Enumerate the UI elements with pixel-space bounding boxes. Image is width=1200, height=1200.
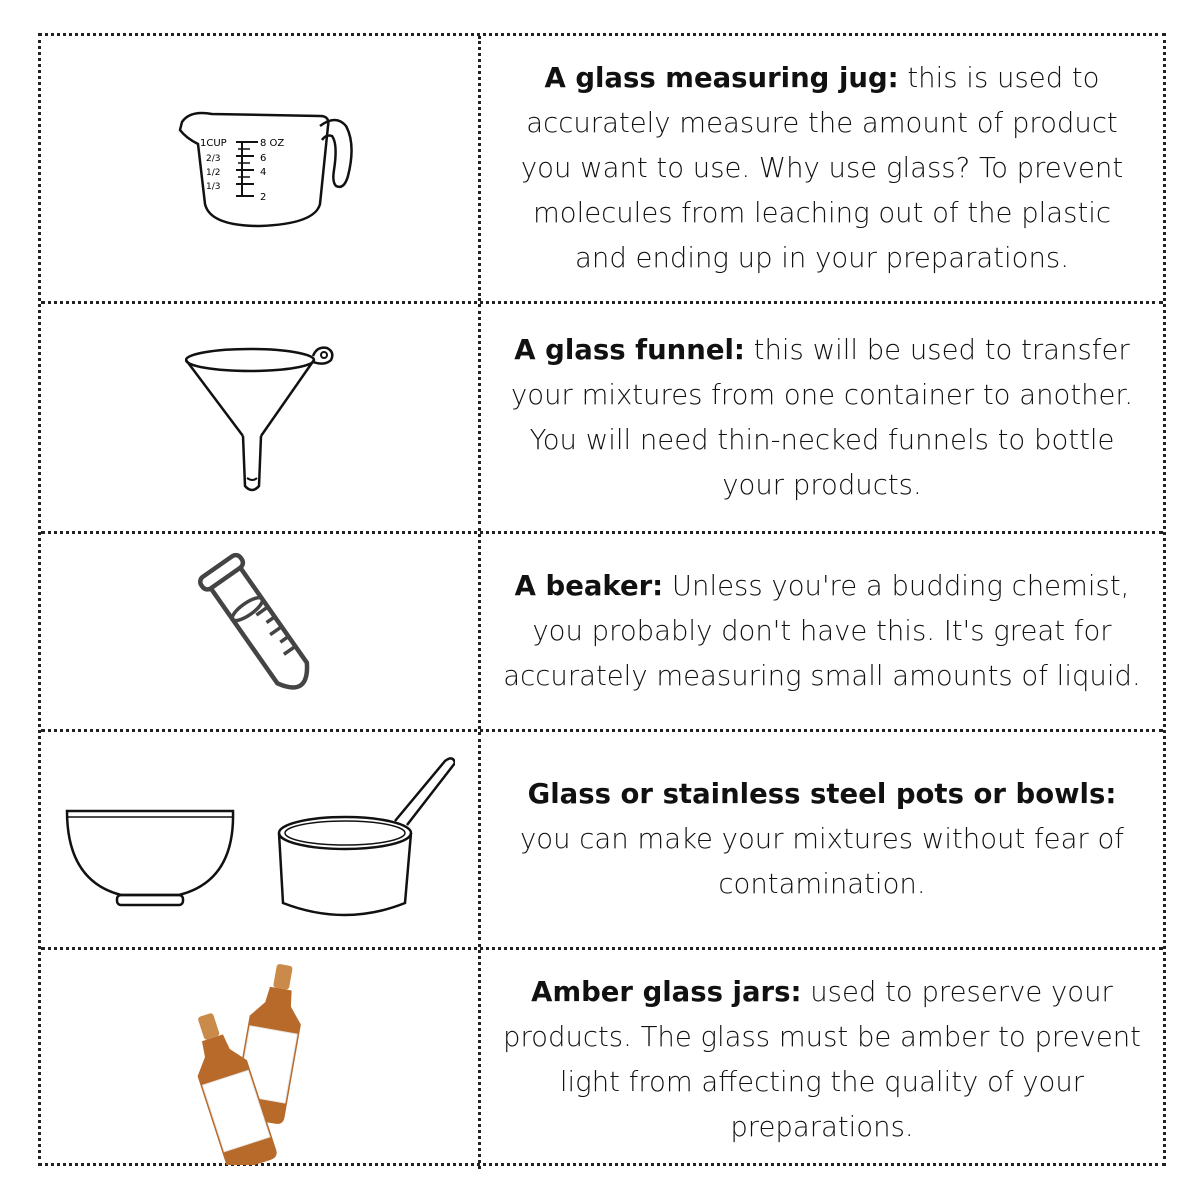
table-row	[41, 301, 1163, 531]
funnel-icon	[185, 338, 335, 498]
description-cell	[481, 36, 1163, 301]
image-cell	[41, 304, 481, 531]
jug-label: 1/2	[205, 167, 220, 178]
description-cell	[481, 950, 1163, 1169]
item-description	[503, 564, 1141, 699]
item-text: this is used to accurately measure the amount of product you want to use. Why use glass? To prevent molecules from leaching out of the plastic and ending up in your preparations.	[520, 62, 1124, 274]
item-title: A glass funnel:	[514, 333, 745, 366]
image-cell	[41, 36, 481, 301]
equipment-table	[38, 33, 1166, 1166]
bowl-icon	[67, 811, 233, 905]
jug-label: 6	[259, 152, 266, 164]
jug-label: 2	[259, 191, 266, 203]
item-title: A glass measuring jug:	[544, 62, 899, 94]
table-row	[41, 36, 1163, 301]
table-row	[41, 531, 1163, 729]
item-title: Glass or stainless steel pots or bowls:	[527, 778, 1117, 810]
item-description	[503, 772, 1141, 907]
pot-icon	[279, 758, 455, 915]
item-description	[503, 970, 1141, 1150]
description-cell	[481, 304, 1163, 531]
jug-label: 1/3	[205, 181, 220, 192]
item-text: you can make your mixtures without fear of contamination.	[520, 823, 1124, 900]
item-title: Amber glass jars:	[531, 975, 802, 1008]
item-text: used to preserve your products. The glass must be amber to prevent light from affecting the quality of your preparations.	[503, 975, 1141, 1143]
image-cell	[41, 534, 481, 729]
image-cell	[41, 950, 481, 1169]
jug-label: 4	[259, 166, 266, 178]
amber-bottles-icon	[160, 955, 360, 1165]
item-description	[503, 56, 1141, 281]
measuring-jug-icon	[160, 104, 360, 234]
item-text: Unless you're a budding chemist, you probably don't have this. It's great for accurately measuring small amounts of liquid.	[503, 570, 1141, 692]
table-row	[41, 947, 1163, 1169]
jug-label: 2/3	[205, 153, 220, 164]
test-tube-icon	[180, 547, 340, 717]
item-title: A beaker:	[514, 570, 664, 602]
jug-label: 1CUP	[199, 137, 227, 149]
jug-label: 8 OZ	[259, 137, 284, 149]
bowl-and-pot-icon	[65, 755, 455, 925]
description-cell	[481, 732, 1163, 947]
table-row	[41, 729, 1163, 947]
image-cell	[41, 732, 481, 947]
description-cell	[481, 534, 1163, 729]
item-text: this will be used to transfer your mixtures from one container to another. You will need thin-necked funnels to bottle your products.	[511, 333, 1133, 501]
item-description	[503, 328, 1141, 508]
